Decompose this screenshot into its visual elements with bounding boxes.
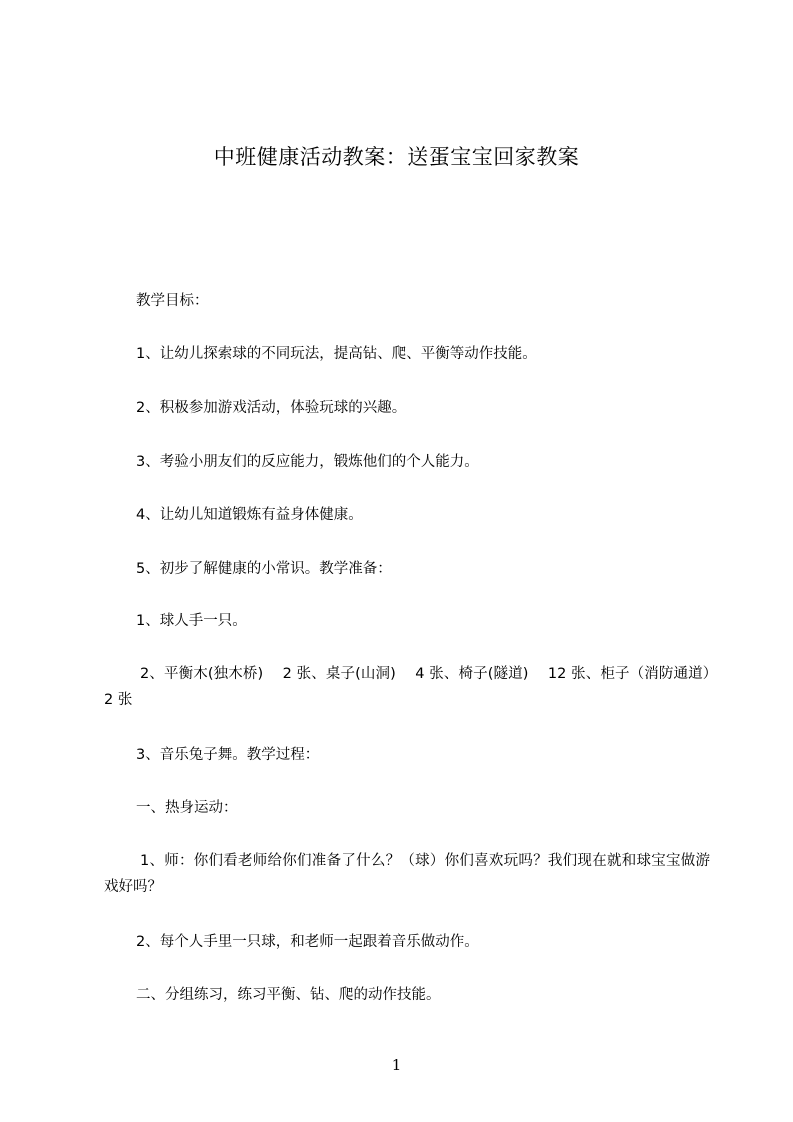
- paragraph-warmup-1: 1、师：你们看老师给你们准备了什么？（球）你们喜欢玩吗？我们现在就和球宝宝做游戏好吗？: [104, 853, 710, 895]
- paragraph-warmup-2: 2、每个人手里一只球，和老师一起跟着音乐做动作。: [136, 934, 479, 950]
- paragraph-section-group-practice: 二、分组练习，练习平衡、钻、爬的动作技能。: [136, 987, 441, 1003]
- paragraph-goal-3: 3、考验小朋友们的反应能力，锻炼他们的个人能力。: [136, 454, 479, 470]
- paragraph-teaching-goals: 教学目标：: [136, 293, 209, 309]
- paragraph-goal-4: 4、让幼儿知道锻炼有益身体健康。: [136, 507, 363, 523]
- paragraph-section-warmup: 一、热身运动：: [136, 800, 238, 816]
- paragraph-prep-3: 3、音乐兔子舞。教学过程：: [136, 747, 320, 763]
- document-title: 中班健康活动教案：送蛋宝宝回家教案: [213, 145, 580, 169]
- paragraph-prep-1: 1、球人手一只。: [136, 613, 247, 629]
- page-number: 1: [391, 1056, 402, 1074]
- paragraph-goal-2: 2、积极参加游戏活动，体验玩球的兴趣。: [136, 400, 407, 416]
- paragraph-goal-5: 5、初步了解健康的小常识。教学准备：: [136, 561, 392, 577]
- paragraph-goal-1: 1、让幼儿探索球的不同玩法，提高钻、爬、平衡等动作技能。: [136, 346, 537, 362]
- paragraph-prep-2: 2、平衡木(独木桥) 2 张、桌子(山洞) 4 张、椅子(隧道) 12 张、柜子（消防通道）2 张: [104, 666, 710, 708]
